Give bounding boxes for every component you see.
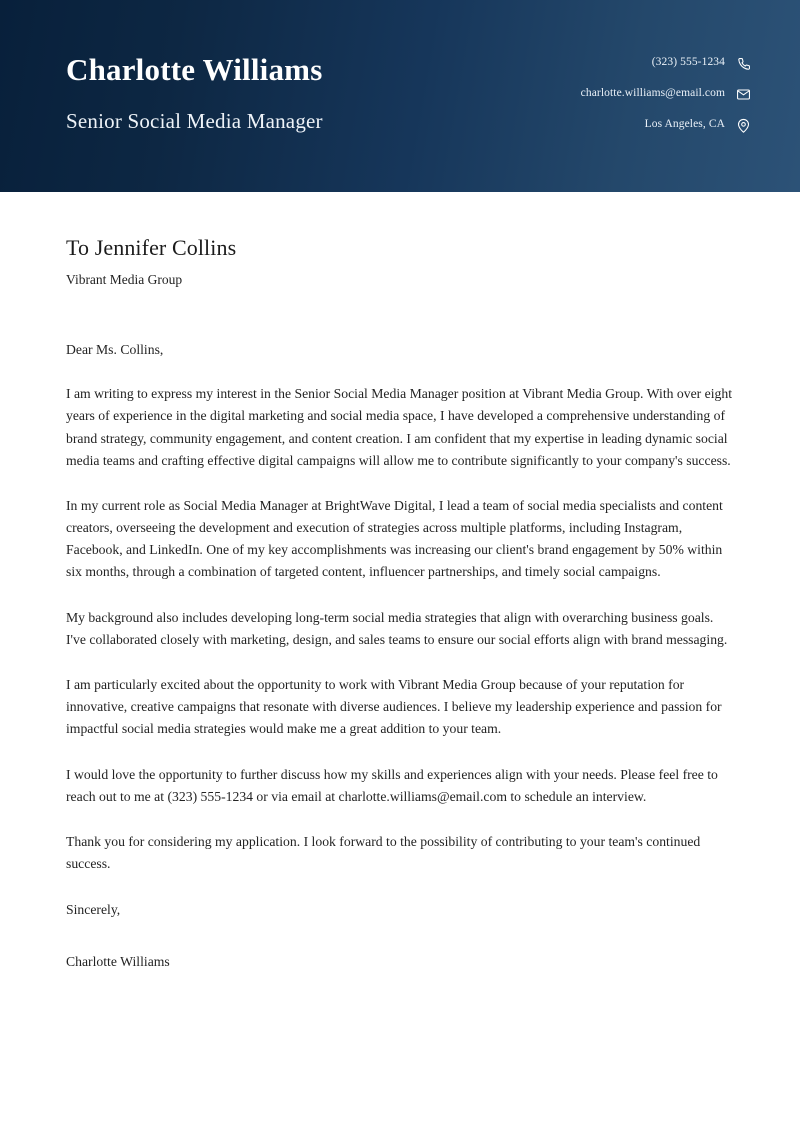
page-title: Charlotte Williams [66,52,323,88]
letter-header [0,0,800,192]
contact-block [581,55,752,138]
signature-name: Charlotte Williams [66,953,170,969]
body-paragraph-4: I am particularly excited about the opportunity to work with Vibrant Media Group because of your reputation for innovative, creative campaigns that resonate with diverse audiences. I believe my leadership experience and passion for impactful social media strategies would make me a great addition to your team. [66,677,722,737]
recipient-company: Vibrant Media Group [66,272,183,288]
body-paragraph-6: Thank you for considering my application. I look forward to the possibility of contributing to your team's continued success. [66,833,701,872]
closing-salutation: Sincerely, [66,902,121,918]
recipient-name: To Jennifer Collins [66,235,237,260]
body-paragraph-5: I would love the opportunity to further discuss how my skills and experiences align with your needs. Please feel free to reach out to me at (323) 555-1234 or via email at charlotte.williams@email.com to schedule an interview. [66,766,718,804]
location-pin-icon [735,117,752,134]
recipient-block [66,192,734,289]
contact-location[interactable] [645,117,752,134]
job-title: Senior Social Media Manager [66,108,323,133]
salutation: Dear Ms. Collins, [66,341,164,357]
contact-email-value: charlotte.williams@email.com [580,87,725,100]
contact-phone[interactable] [652,55,752,72]
body-paragraph-1: I am writing to express my interest in the Senior Social Media Manager position at Vibrant Media Group. With over eight years of experience in the digital marketing and social media space, I have developed a comprehensive understanding of brand strategy, community engagement, and content creation. I am confident that my expertise in leading dynamic social media teams and crafting effective digital campaigns will allow me to contribute significantly to your company's success. [66,386,733,468]
email-icon [735,86,752,103]
contact-location-value: Los Angeles, CA [644,118,725,131]
phone-icon [735,55,752,72]
header-identity [66,53,323,138]
contact-phone-value: (323) 555-1234 [651,56,725,69]
letter-body [0,192,800,972]
contact-email[interactable] [581,86,752,103]
body-paragraph-3: My background also includes developing long-term social media strategies that align with overarching business goals. I've collaborated closely with marketing, design, and sales teams to ensure our social efforts align with brand messaging. [66,609,728,647]
body-paragraph-2: In my current role as Social Media Manager at BrightWave Digital, I lead a team of social media specialists and content creators, overseeing the development and execution of strategies across multiple platforms, including Instagram, Facebook, and LinkedIn. One of my key accomplishments was increasing our client's brand engagement by 50% within six months, through a combination of targeted content, influencer partnerships, and timely social campaigns. [66,497,723,580]
